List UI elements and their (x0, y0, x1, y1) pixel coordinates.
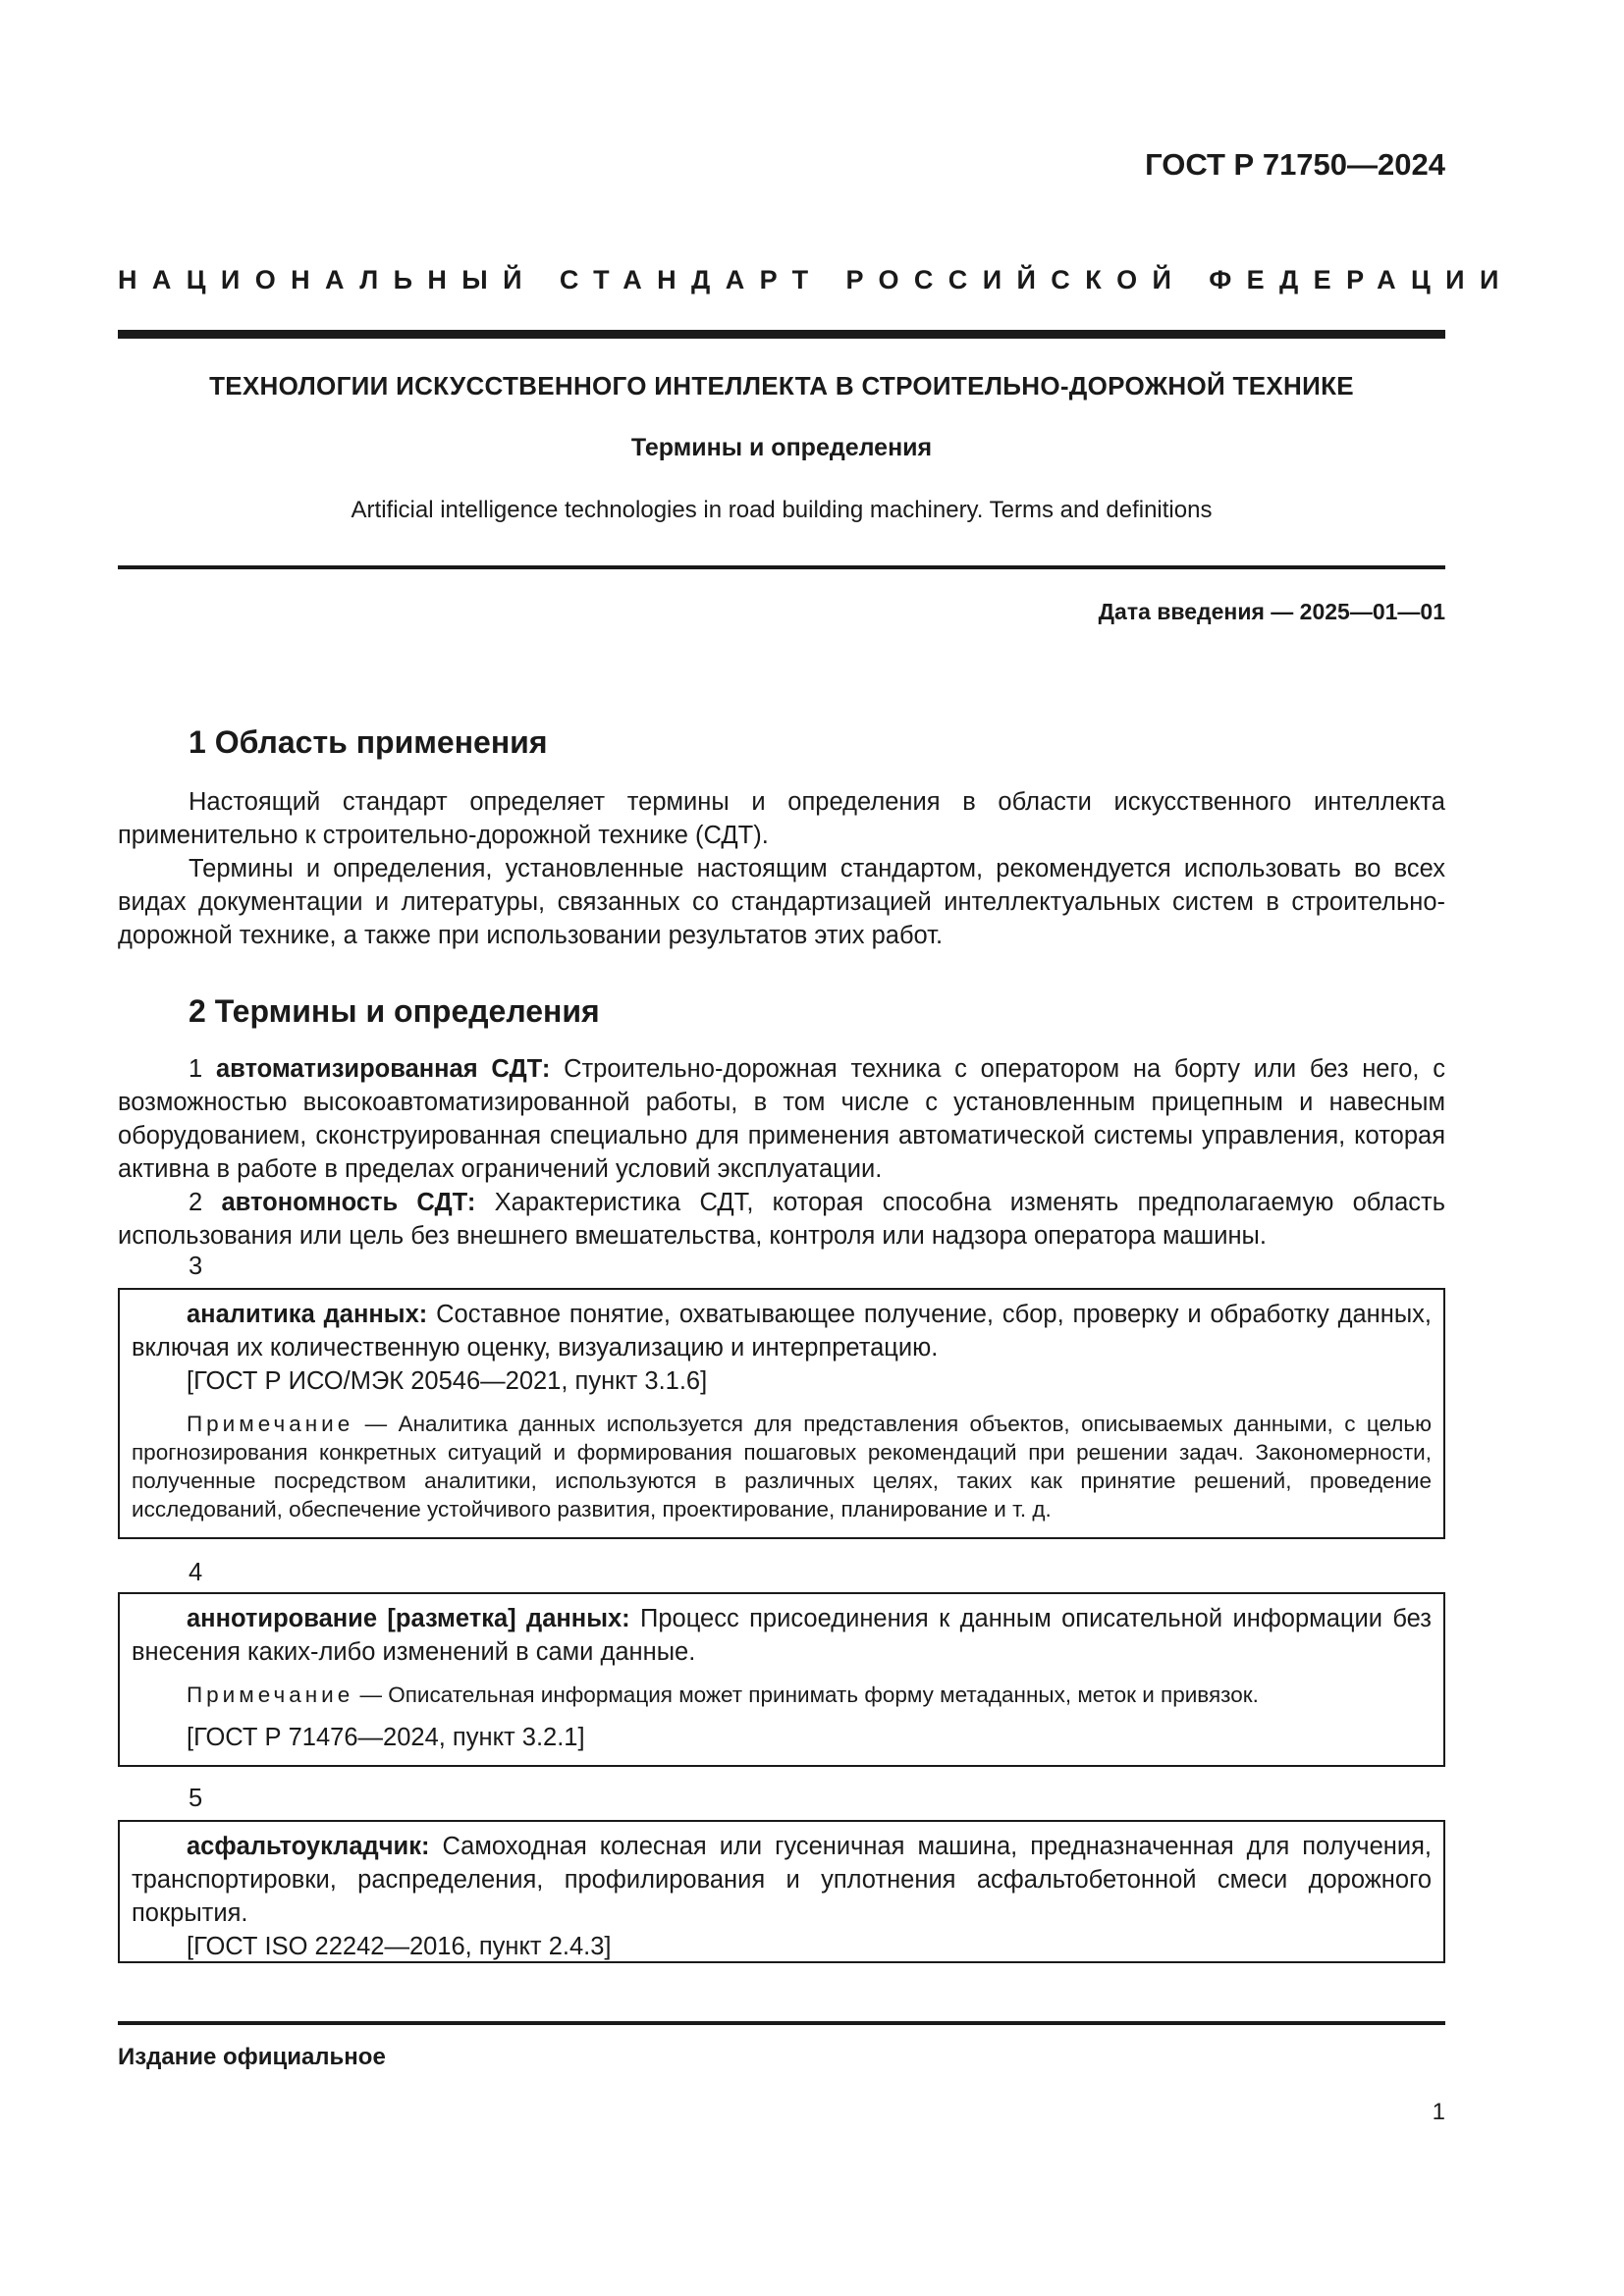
term-definition: Самоходная колесная или гусеничная машина, предназначенная для получения, транспортировки, распределения, профилирования и уплотнения асфальтобетонной смеси дорожного покрытия. (132, 1833, 1432, 1927)
header-divider-thick (118, 330, 1445, 339)
term-number-4: 4 (189, 1559, 203, 1586)
term-definition: Строительно-дорожная техника с оператором на борту или без него, с возможностью высокоавтоматизированной работы, в том числе с установленным прицепным и навесным оборудованием, сконструированная специально для применения автоматической системы управления, которая активна в работе в пределах ограничений условий эксплуатации. (118, 1055, 1445, 1183)
term-definition-block (132, 1602, 1432, 1669)
scope-paragraph-1: Настоящий стандарт определяет термины и определения в области искусственного интеллекта применительно к строительно-дорожной технике (СДТ). (118, 788, 1445, 849)
english-title: Artificial intelligence technologies in road building machinery. Terms and definitions (351, 497, 1213, 523)
scope-paragraph-2: Термины и определения, установленные настоящим стандартом, рекомендуется использовать во всех видах документации и литературы, связанных со стандартизацией интеллектуальных систем в строительно-дорожной технике, а также при использовании результатов этих работ. (118, 855, 1445, 949)
term-number-3: 3 (189, 1253, 203, 1280)
term-number: 1 (189, 1055, 203, 1083)
note-label: Примечание (187, 1682, 354, 1707)
term-definition-block (132, 1298, 1432, 1364)
document-number: ГОСТ Р 71750—2024 (1145, 147, 1445, 182)
term-number-5: 5 (189, 1785, 203, 1812)
term-definition: Составное понятие, охватывающее получение, сбор, проверку и обработку данных, включая их количественную оценку, визуализацию и интерпретацию. (132, 1301, 1432, 1362)
term-name: аналитика данных: (187, 1301, 428, 1328)
document-subtitle: Термины и определения (630, 434, 933, 461)
introduction-date: Дата введения — 2025—01—01 (1098, 599, 1445, 624)
title-divider (118, 565, 1445, 569)
document-title: ТЕХНОЛОГИИ ИСКУССТВЕННОГО ИНТЕЛЛЕКТА В СТРОИТЕЛЬНО-ДОРОЖНОЙ ТЕХНИКЕ (209, 371, 1354, 400)
term-definition: Характеристика СДТ, которая способна изменять предполагаемую область использования или цель без внешнего вмешательства, контроля или надзора оператора машины. (118, 1189, 1445, 1250)
note-text: — Аналитика данных используется для представления объектов, описываемых данными, с целью прогнозирования конкретных ситуаций и формирования пошаговых рекомендаций при решении задач. Закономерности, полученные посредством аналитики, используются в различных целях, таких как принятие решений, проведение исследований, обеспечение устойчивого развития, проектирование, планирование и т. д. (132, 1412, 1432, 1522)
term-source: [ГОСТ ISO 22242—2016, пункт 2.4.3] (187, 1933, 612, 1960)
term-source: [ГОСТ Р ИСО/МЭК 20546—2021, пункт 3.1.6] (187, 1367, 708, 1395)
term-name: автономность СДТ: (221, 1189, 476, 1216)
page-number: 1 (1432, 2099, 1445, 2125)
term-note (132, 1681, 1432, 1709)
term-source: [ГОСТ Р 71476—2024, пункт 3.2.1] (187, 1724, 585, 1751)
term-definition: Процесс присоединения к данным описательной информации без внесения каких-либо изменений в сами данные. (132, 1605, 1432, 1666)
term-name: асфальтоукладчик: (187, 1833, 430, 1860)
term-name: автоматизированная СДТ: (215, 1055, 551, 1083)
footer-divider (118, 2021, 1445, 2025)
term-note (132, 1410, 1432, 1523)
note-text: — Описательная информация может принимать форму метаданных, меток и привязок. (353, 1682, 1259, 1707)
section-heading-terms: 2 Термины и определения (189, 993, 600, 1029)
term-name: аннотирование [разметка] данных: (187, 1605, 630, 1632)
term-box-3 (118, 1288, 1445, 1539)
note-label: Примечание (187, 1412, 354, 1436)
term-definition-block (132, 1830, 1432, 1930)
national-standard-heading: НАЦИОНАЛЬНЫЙ СТАНДАРТ РОССИЙСКОЙ ФЕДЕРАЦИИ (118, 265, 1514, 294)
term-number: 2 (189, 1189, 203, 1216)
term-entry-2 (118, 1186, 1445, 1253)
document-page (118, 0, 1514, 2296)
section-heading-scope: 1 Область применения (189, 724, 548, 760)
term-entry-1 (118, 1052, 1445, 1186)
term-box-4 (118, 1592, 1445, 1767)
term-box-5 (118, 1820, 1445, 1963)
official-edition-label: Издание официальное (118, 2044, 386, 2070)
